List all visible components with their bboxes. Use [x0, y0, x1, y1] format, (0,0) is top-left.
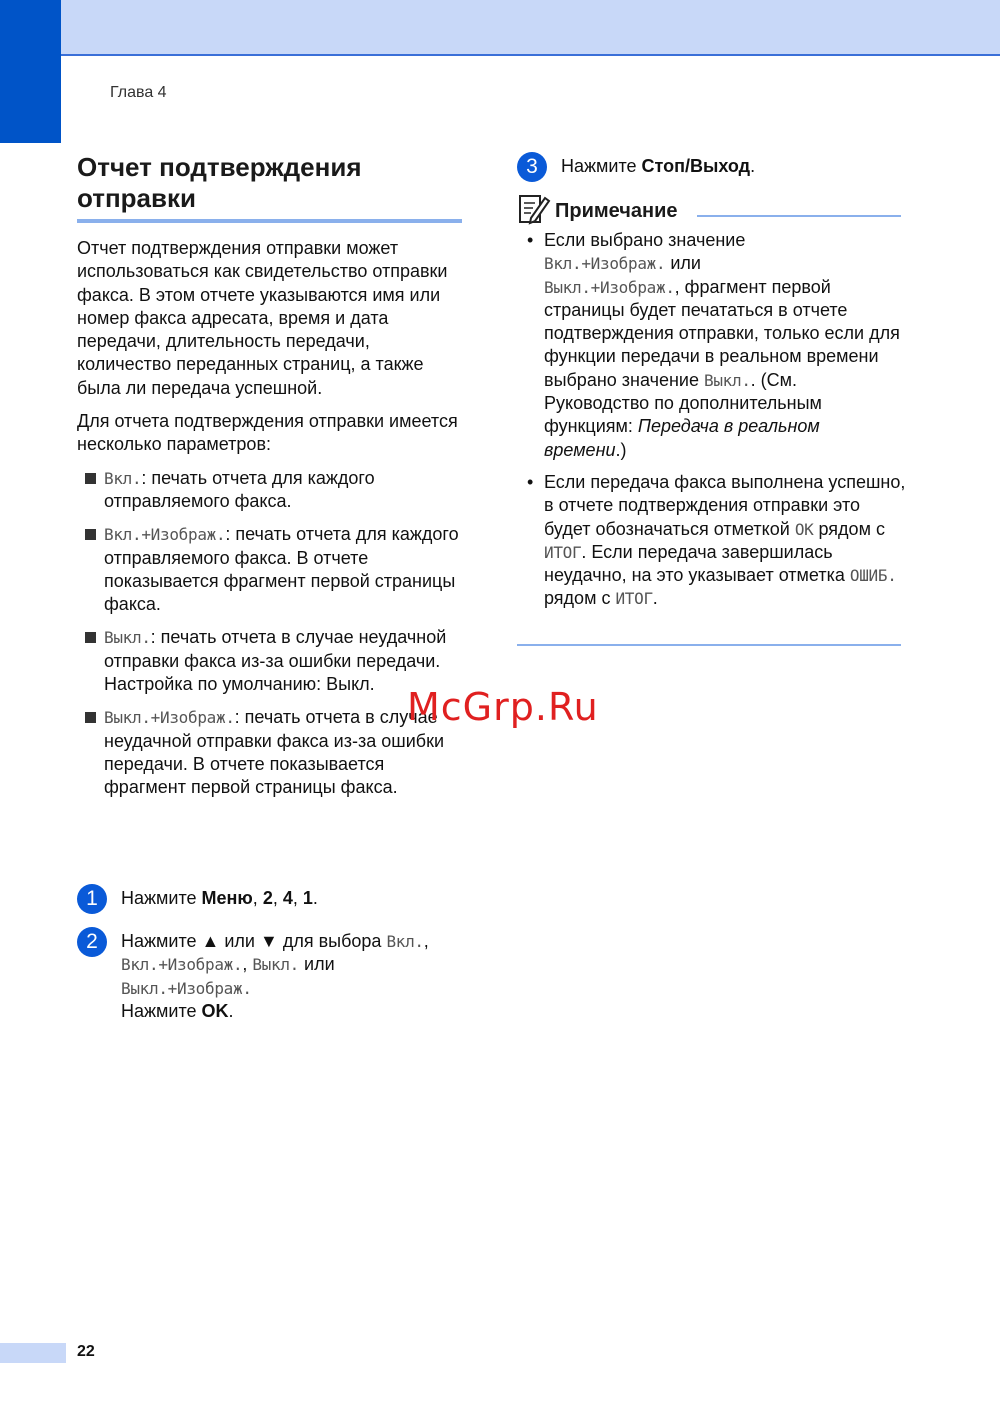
header-rule — [61, 54, 1000, 56]
option-item: Вкл.: печать отчета для каждого отправляемого факса. — [77, 467, 467, 514]
up-arrow-icon: ▲ — [201, 931, 220, 951]
bullet-icon: • — [527, 230, 534, 250]
note-header-rule — [697, 215, 901, 217]
option-item: Вкл.+Изображ.: печать отчета для каждого отправляемого факса. В отчете показывается фрагмент первой страницы факса. — [77, 523, 467, 616]
note-item: • Если выбрано значение Вкл.+Изображ. или Выкл.+Изображ., фрагмент первой страницы будет печататься в отчете подтверждения отправки, только если для функции передачи в реальном времени выбрано значение Выкл.. (См. Руководство по дополнительным функциям: Передача в реальном времени.) — [527, 230, 900, 460]
step-number-badge: 3 — [517, 152, 547, 182]
square-bullet-icon — [85, 632, 96, 643]
options-intro: Для отчета подтверждения отправки имеется несколько параметров: — [77, 411, 458, 455]
section-rule — [77, 219, 462, 223]
note-pencil-icon — [517, 192, 551, 226]
square-bullet-icon — [85, 529, 96, 540]
note-header — [517, 192, 902, 228]
bullet-icon: • — [527, 471, 534, 492]
step-number-badge: 1 — [77, 884, 107, 914]
option-item: Выкл.+Изображ.: печать отчета в случае неудачной отправки факса из-за ошибки передачи. В отчете показывается фрагмент первой страницы факса. — [77, 706, 467, 799]
note-body — [527, 229, 907, 620]
footer-band — [0, 1343, 66, 1363]
section-title: Отчет подтверждения отправки — [77, 152, 362, 213]
square-bullet-icon — [85, 473, 96, 484]
step-number-badge: 2 — [77, 927, 107, 957]
header-band — [0, 0, 1000, 54]
intro-paragraph: Отчет подтверждения отправки может использоваться как свидетельство отправки факса. В этом отчете указываются имя или номер факса адресата, время и дата передачи, длительность передачи, количество переданных страниц, а также была ли передача успешной. — [77, 238, 448, 398]
down-arrow-icon: ▼ — [260, 931, 278, 951]
option-item: Выкл.: печать отчета в случае неудачной отправки факса из-за ошибки передачи. Настройка по умолчанию: Выкл. — [77, 626, 467, 696]
note-title: Примечание — [555, 200, 678, 222]
page-number: 22 — [77, 1343, 95, 1360]
square-bullet-icon — [85, 712, 96, 723]
note-bottom-rule — [517, 644, 901, 646]
chapter-tab — [0, 0, 61, 143]
watermark: McGrp.Ru — [407, 685, 599, 729]
note-item: • Если передача факса выполнена успешно, в отчете подтверждения отправки это будет обозначаться отметкой OK рядом с ИТОГ. Если передача завершилась неудачно, на это указывает отметка ОШИБ. рядом с ИТОГ. — [527, 471, 906, 609]
chapter-label: Глава 4 — [110, 84, 167, 101]
